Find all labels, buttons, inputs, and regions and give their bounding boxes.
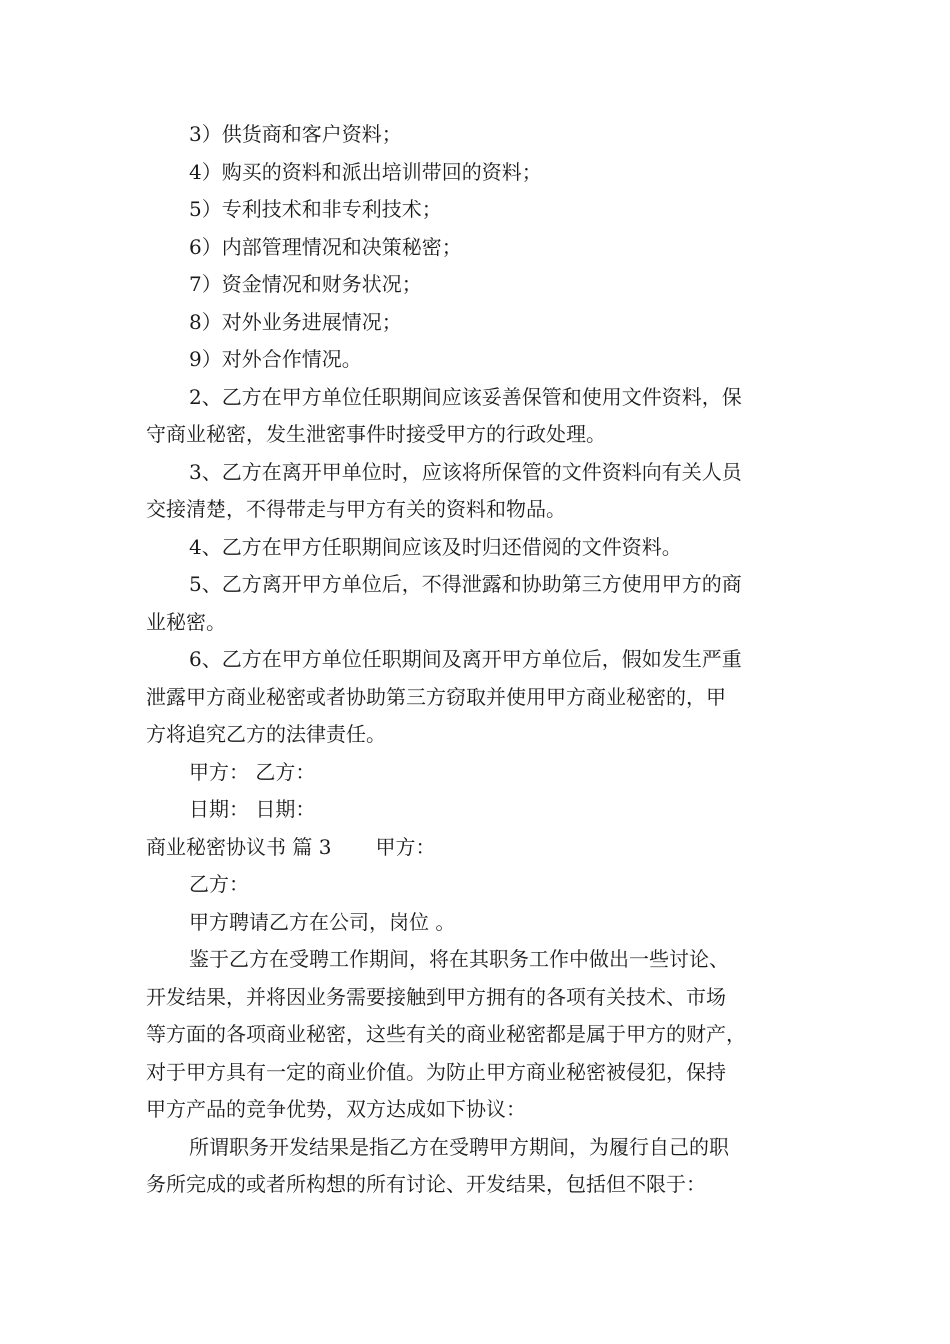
document-page (146, 116, 816, 1204)
text-line: 甲方： 乙方： (189, 759, 316, 784)
text-line: 甲方产品的竞争优势，双方达成如下协议： (146, 1097, 526, 1121)
text-line: 交接清楚，不得带走与甲方有关的资料和物品。 (146, 497, 566, 521)
text-line: 对于甲方具有一定的商业价值。为防止甲方商业秘密被侵犯，保持 (146, 1059, 726, 1084)
text-line: 4）购买的资料和派出培训带回的资料； (189, 159, 542, 184)
text-line: 5）专利技术和非专利技术； (189, 197, 442, 221)
text-line: 守商业秘密，发生泄密事件时接受甲方的行政处理。 (146, 422, 606, 446)
section-heading (146, 829, 816, 867)
text-line: 开发结果，并将因业务需要接触到甲方拥有的各项有关技术、市场 (146, 984, 726, 1009)
section-party-label: 甲方： (375, 834, 436, 859)
text-line: 3、乙方在离开甲单位时，应该将所保管的文件资料向有关人员 (189, 459, 742, 484)
text-line: 日期： 日期： (189, 797, 316, 821)
text-line: 4、乙方在甲方任职期间应该及时归还借阅的文件资料。 (189, 534, 682, 559)
text-line: 鉴于乙方在受聘工作期间，将在其职务工作中做出一些讨论、 (189, 947, 729, 971)
text-line: 甲方聘请乙方在公司，岗位 。 (189, 909, 456, 934)
text-line: 泄露甲方商业秘密或者协助第三方窃取并使用甲方商业秘密的，甲 (146, 684, 726, 709)
section-title: 商业秘密协议书 篇 3 (146, 834, 332, 859)
body-text-block-1 (146, 116, 816, 829)
text-line: 5、乙方离开甲方单位后，不得泄露和协助第三方使用甲方的商 (189, 572, 742, 596)
text-line: 3）供货商和客户资料； (189, 122, 402, 146)
text-line: 所谓职务开发结果是指乙方在受聘甲方期间，为履行自己的职 (189, 1134, 729, 1159)
text-line: 6、乙方在甲方单位任职期间及离开甲方单位后，假如发生严重 (189, 647, 742, 671)
text-line: 乙方： (189, 872, 249, 896)
text-line: 8）对外业务进展情况； (189, 309, 402, 334)
body-text-block-2 (146, 866, 816, 1204)
text-line: 等方面的各项商业秘密，这些有关的商业秘密都是属于甲方的财产， (146, 1022, 746, 1046)
text-line: 方将追究乙方的法律责任。 (146, 722, 386, 746)
text-line: 6）内部管理情况和决策秘密； (189, 234, 462, 259)
text-line: 务所完成的或者所构想的所有讨论、开发结果，包括但不限于： (146, 1172, 706, 1196)
text-line: 7）资金情况和财务状况； (189, 272, 422, 296)
text-line: 业秘密。 (146, 609, 226, 634)
text-line: 9）对外合作情况。 (189, 347, 362, 371)
text-line: 2、乙方在甲方单位任职期间应该妥善保管和使用文件资料，保 (189, 384, 742, 409)
